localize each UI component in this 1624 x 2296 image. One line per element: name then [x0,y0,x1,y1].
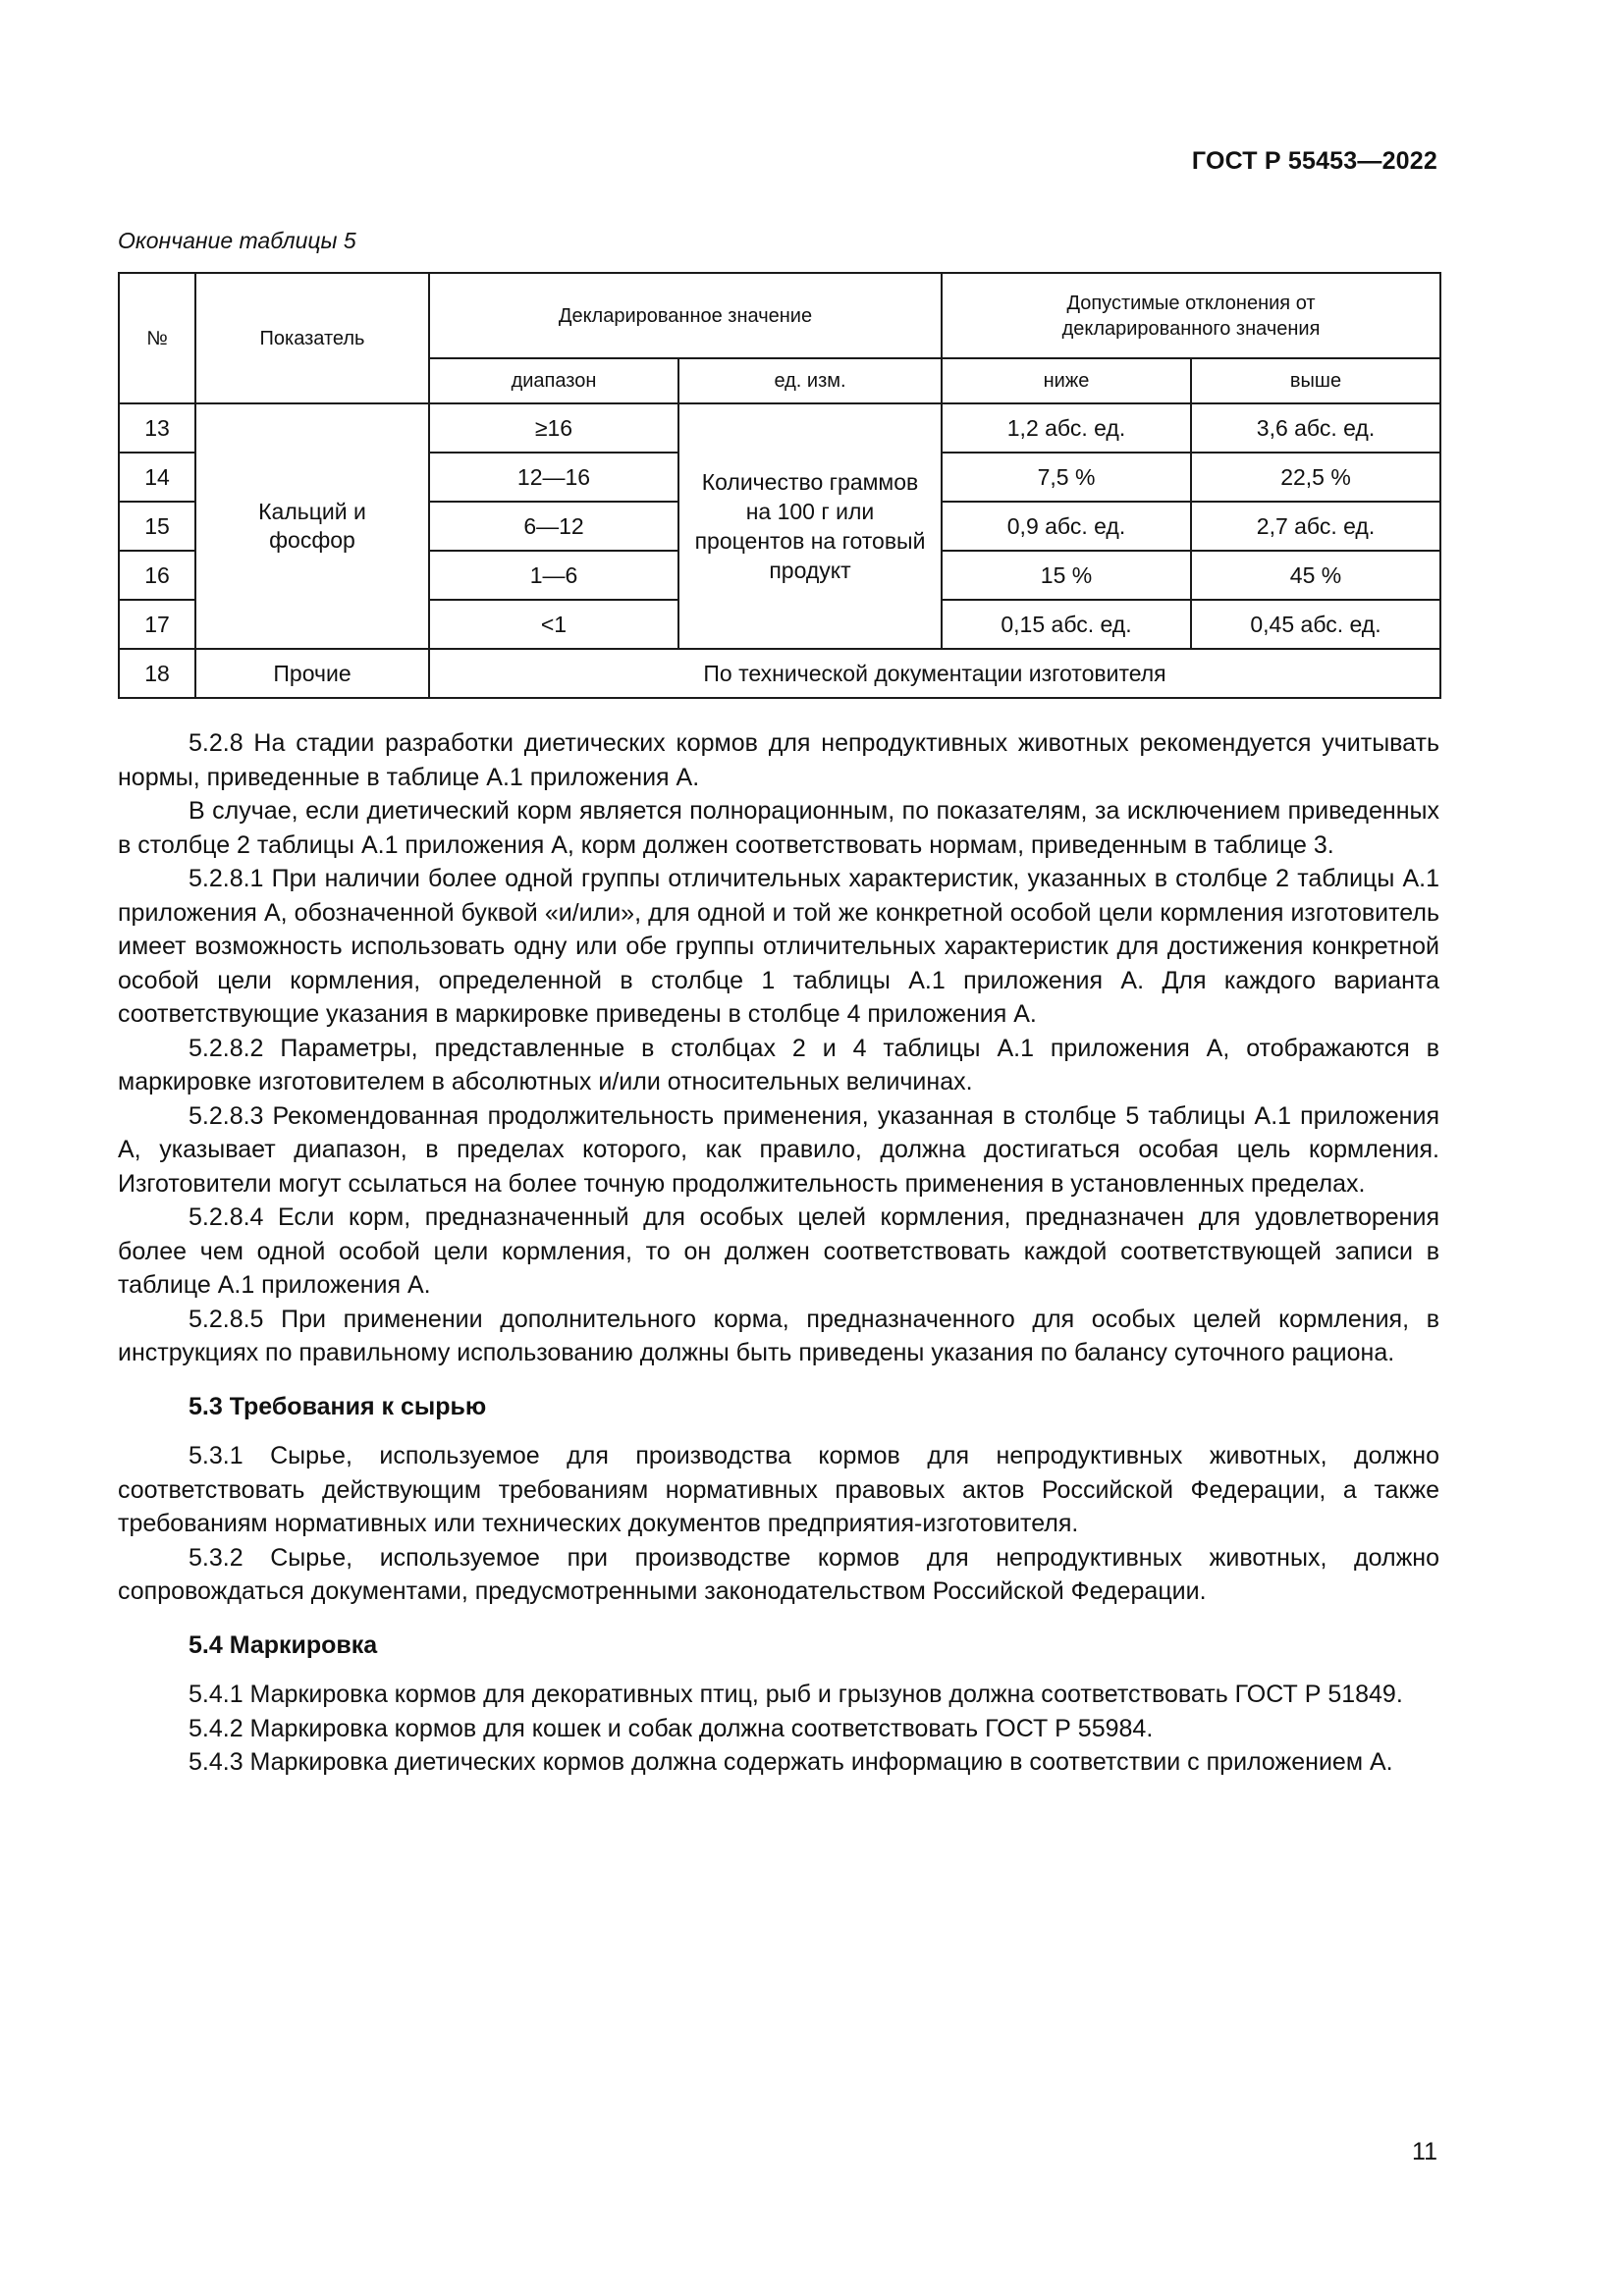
data-table [118,272,1441,699]
cell-below: 7,5 % [942,453,1191,502]
paragraph-5-2-8-4: 5.2.8.4 Если корм, предназначенный для особых целей кормления, предназначен для удовлетворения более чем одной особой цели кормления, то он должен соответствовать каждой соответствующей записи в таблице А.1 приложения А. [118,1203,1439,1299]
paragraph-5-2-8: 5.2.8 На стадии разработки диетических кормов для непродуктивных животных рекомендуется учитывать нормы, приведенные в таблице А.1 приложения А. [118,729,1439,791]
paragraph-5-2-8-1: 5.2.8.1 При наличии более одной группы отличительных характеристик, указанных в столбце 2 таблицы А.1 приложения А, обозначенной буквой «и/или», для одной и той же конкретной особой цели кормления изготовитель имеет возможность использовать одну или обе группы отличительных характеристик для достижения конкретной особой цели кормления, определенной в столбце 1 таблицы А.1 приложения А. Для каждого варианта соответствующие указания в маркировке приведены в столбце 4 приложения А. [118,865,1439,1028]
paragraph-5-2-8-5: 5.2.8.5 При применении дополнительного корма, предназначенного для особых целей кормления, в инструкциях по правильному использованию должны быть приведены указания по балансу суточного рациона. [118,1305,1439,1366]
paragraph-5-4-3: 5.4.3 Маркировка диетических кормов должна содержать информацию в соответствии с приложением А. [189,1748,1393,1776]
header-below: ниже [942,358,1191,403]
header-range: диапазон [429,358,678,403]
paragraph-5-4-1: 5.4.1 Маркировка кормов для декоративных птиц, рыб и грызунов должна соответствовать ГОСТ Р 51849. [189,1681,1403,1708]
cell-range: 1—6 [429,551,678,600]
cell-group-unit: Количество граммов на 100 г или процентов на готовый продукт [678,403,942,649]
paragraph-5-3-1: 5.3.1 Сырье, используемое для производства кормов для непродуктивных животных, должно соответствовать действующим требованиям нормативных правовых актов Российской Федерации, а также требованиям нормативных или технических документов предприятия-изготовителя. [118,1442,1439,1537]
cell-no: 15 [119,502,195,551]
header-above: выше [1191,358,1440,403]
header-deviation: Допустимые отклонения от декларированного значения [942,273,1440,358]
page-number: 11 [1412,2138,1437,2165]
cell-above: 2,7 абс. ед. [1191,502,1440,551]
document-code: ГОСТ Р 55453—2022 [1191,147,1437,175]
cell-range: <1 [429,600,678,649]
header-no: № [119,273,195,403]
table-caption: Окончание таблицы 5 [118,228,356,253]
header-unit: ед. изм. [678,358,942,403]
cell-below: 1,2 абс. ед. [942,403,1191,453]
cell-range: 12—16 [429,453,678,502]
paragraph-5-3-2: 5.3.2 Сырье, используемое при производстве кормов для непродуктивных животных, должно сопровождаться документами, предусмотренными законодательством Российской Федерации. [118,1543,1439,1605]
cell-no: 14 [119,453,195,502]
cell-below: 15 % [942,551,1191,600]
cell-value: По технической документации изготовителя [429,649,1440,698]
cell-no: 16 [119,551,195,600]
paragraph-5-4-2: 5.4.2 Маркировка кормов для кошек и собак должна соответствовать ГОСТ Р 55984. [189,1714,1154,1742]
header-declared: Декларированное значение [429,273,942,358]
cell-above: 3,6 абс. ед. [1191,403,1440,453]
table-row [119,403,1440,453]
cell-below: 0,15 абс. ед. [942,600,1191,649]
cell-no: 13 [119,403,195,453]
cell-above: 0,45 абс. ед. [1191,600,1440,649]
paragraph-5-2-8-3: 5.2.8.3 Рекомендованная продолжительность применения, указанная в столбце 5 таблицы А.1 приложения А, указывает диапазон, в пределах которого, как правило, должна достигаться особая цель кормления. Изготовители могут ссылаться на более точную продолжительность применения в установленных пределах. [118,1101,1439,1198]
section-heading-5-4: 5.4 Маркировка [189,1630,378,1659]
cell-range: 6—12 [429,502,678,551]
cell-no: 18 [119,649,195,698]
paragraph-5-2-8-2: 5.2.8.2 Параметры, представленные в столбцах 2 и 4 таблицы А.1 приложения А, отображаются в маркировке изготовителем в абсолютных и/или относительных величинах. [118,1034,1439,1095]
header-indicator: Показатель [195,273,429,403]
cell-above: 45 % [1191,551,1440,600]
paragraph-5-2-8-b: В случае, если диетический корм является полнорационным, по показателям, за исключением приведенных в столбце 2 таблицы А.1 приложения А, корм должен соответствовать нормам, приведенным в таблице 3. [118,797,1439,859]
cell-group-indicator: Кальций и фосфор [195,403,429,649]
cell-range: ≥16 [429,403,678,453]
section-heading-5-3: 5.3 Требования к сырью [189,1392,487,1420]
body-text [118,726,1439,1780]
table-row [119,649,1440,698]
cell-below: 0,9 абс. ед. [942,502,1191,551]
cell-indicator: Прочие [195,649,429,698]
cell-no: 17 [119,600,195,649]
table-header-row [119,273,1440,358]
cell-above: 22,5 % [1191,453,1440,502]
